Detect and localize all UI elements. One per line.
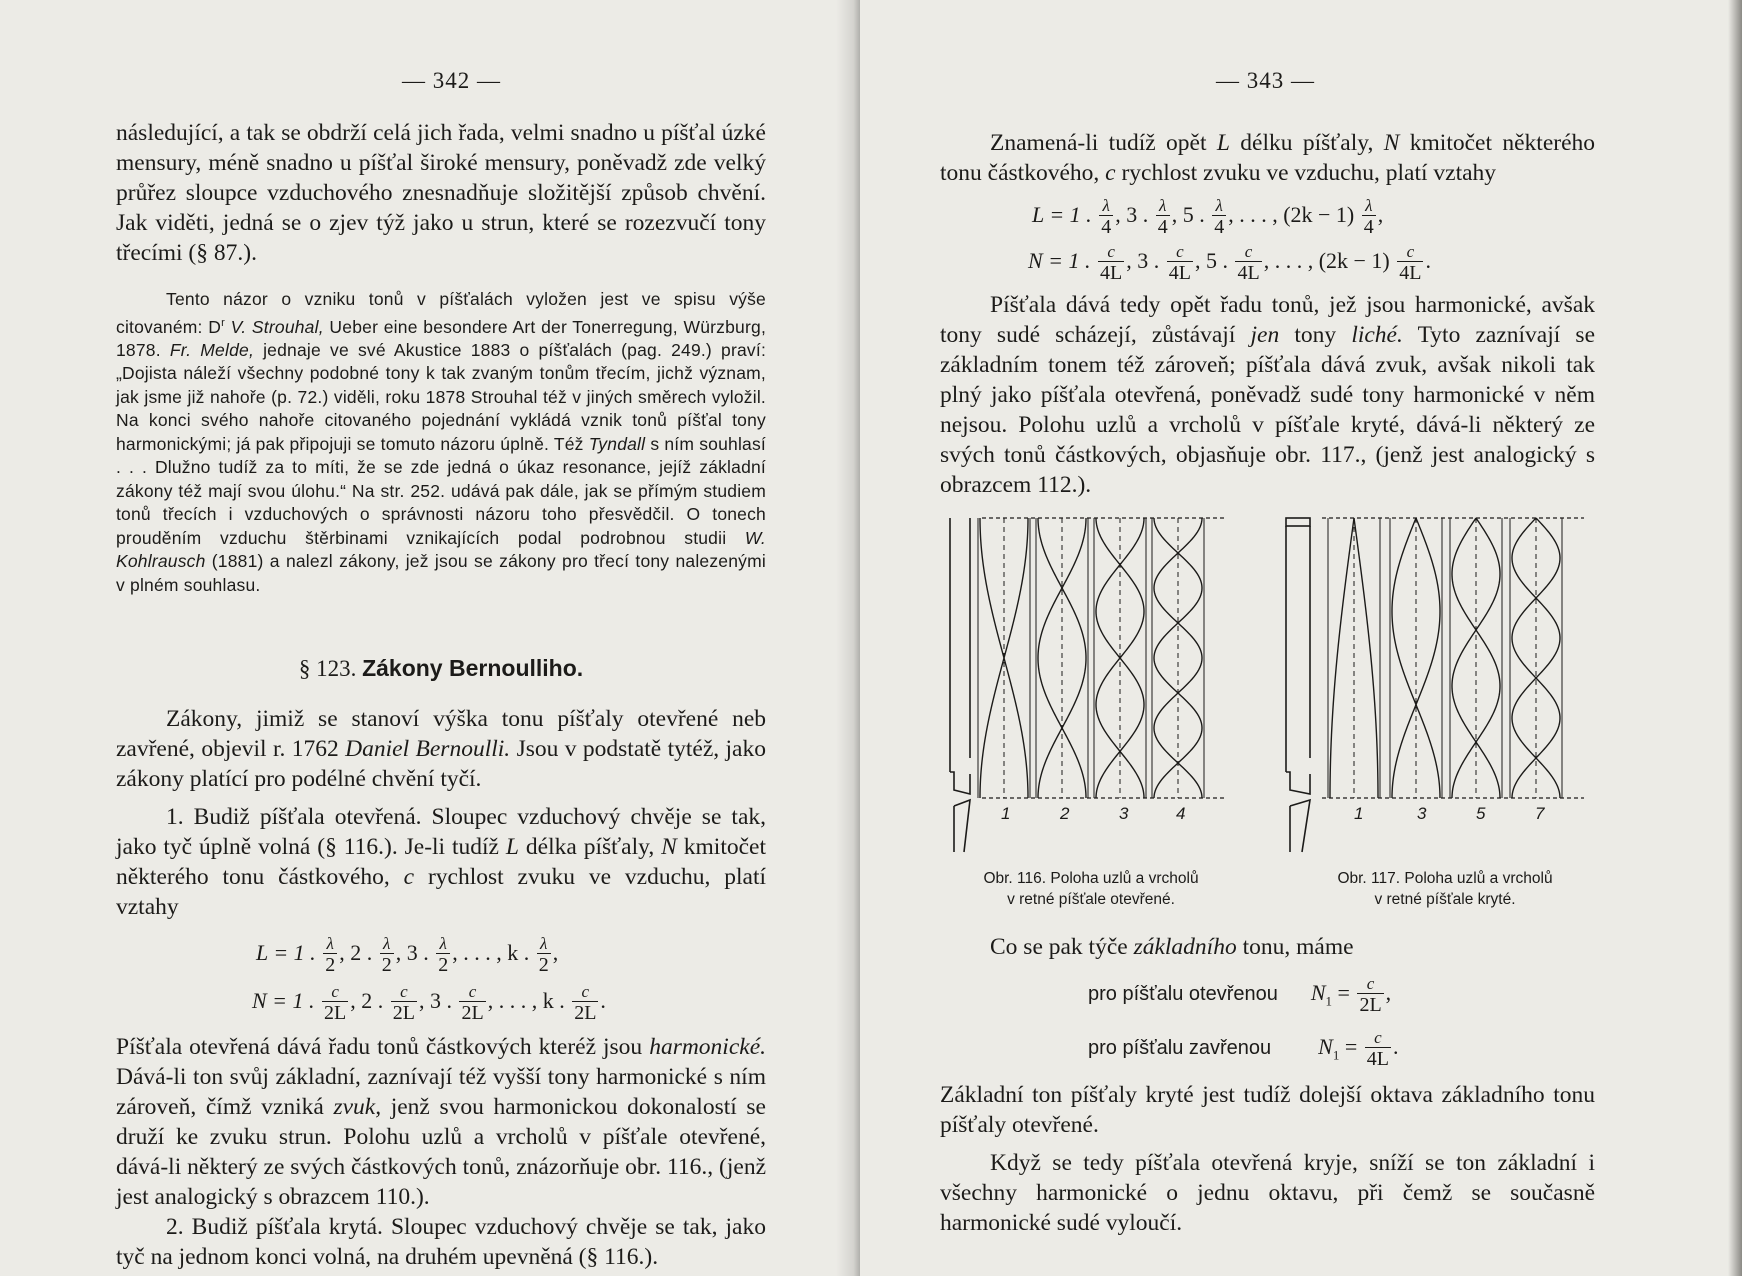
figure-116-label-1: 1 [1001, 804, 1011, 823]
paragraph: 2. Budiž píšťala krytá. Sloupec vzduchový chvěje se tak, jako tyč na jednom konci volná, na druhém upevněná (§ 116.). [116, 1214, 766, 1271]
paragraph: 1. Budiž píšťala otevřená. Sloupec vzduchový chvěje se tak, jako tyč úplně volná (§ 116.). Je-li tudíž L délka píšťaly, N kmitočet některého tonu částkového, c rychlost zvuku ve vzduchu, platí vztahy [116, 804, 767, 921]
page-number: — 343 — [1216, 68, 1315, 93]
page-number: — 342 — [402, 68, 501, 93]
paragraph: Píšťala dává tedy opět řadu tonů, jež jsou harmonické, avšak tony sudé scházejí, zůstávají jen tony liché. Tyto zaznívají se základním tonem též zároveň; píšťala dává zvuk, avšak nikoli tak plný jako píšťala otevřená, poněvadž sudé tony harmonické v něm nejsou. Polohu uzlů a vrcholů v píšťale kryté, dává-li některý ze svých tonů částkových, objasňuje obr. 117., (jenž jest analogický s obrazcem 112.). [940, 292, 1595, 498]
figure-117-caption: Obr. 117. Poloha uzlů a vrcholů v retné píšťale kryté. [1337, 870, 1553, 908]
paragraph: Znamená-li tudíž opět L délku píšťaly, N kmitočet některého tonu částkového, c rychlost zvuku ve vzduchu, platí vztahy [940, 130, 1596, 186]
figure-116-caption: Obr. 116. Poloha uzlů a vrcholů v retné píšťale otevřené. [983, 870, 1199, 908]
figure-116-open-pipe [946, 510, 1236, 860]
figure-116-label-2: 2 [1060, 804, 1070, 823]
paragraph: následující, a tak se obdrží celá jich řada, velmi snadno u píšťal úzké mensury, méně snadno u píšťal široké mensury, poněvadž zde velký průřez sloupce vzduchového znesnadňuje složitější způsob chvění. Jak viděti, jedná se o zjev týž jako u strun, které se rozezvučí tony třecími (§ 87.). [116, 120, 766, 266]
figure-116-label-4: 4 [1176, 804, 1186, 823]
figure-117-label-1: 1 [1354, 804, 1364, 823]
page-edge [1728, 0, 1742, 1276]
figure-117-label-5: 5 [1476, 804, 1486, 823]
figure-117-label-3: 3 [1417, 804, 1427, 823]
paragraph: Zákony, jimiž se stanoví výška tonu píšťaly otevřené neb zavřené, objevil r. 1762 Daniel Bernoulli. Jsou v podstatě tytéž, jako zákony platící pro podélné chvění tyčí. [116, 706, 766, 793]
formula-N-open: N = 1 . $\frac{c}{2L}$ , 2 . $\frac{c}{2L}$ , 3 . $\frac{c}{2L}$ , . . . , k . $\frac{c}{2L}$ . [252, 982, 606, 1025]
footnote-paragraph: Tento názor o vzniku tonů v píšťalách vyložen jest ve spisu výše citovaném: $D^r$ V. Strouhal, Ueber eine besondere Art der Tonerregung, Würzburg, 1878. Fr. Melde, jednaje ve své Akustice 1883 o píšťalách (pag. 249.) praví: „Dojista náleží všechny podobné tony k tak zvaným tonům třecím, jichž význam, jak jsme již nahoře (p. 72.) viděli, roku 1878 Strouhal též v jiných směrech vyložil. Na konci svého nahoře citovaného pojednání vykládá vznik tonů píšťal tony harmonickými; já pak připojuji se tomuto názoru úplně. Též Tyndall s ním souhlasí . . . Dlužno tudíž za to míti, že se zde jedná o úkaz resonance, jejíž základní zákony též mají svou úlohu.“ Na str. 252. udává pak dále, jak se přímým studiem tonů třecích i vzduchových o správnosti názoru toho přesvědčil. O tonech prouděním vzduchu štěrbinami vznikajících podal podrobnou studii W. Kohlrausch (1881) a nalezl zákony, jež jsou se zákony pro třecí tony nalezenými v plném souhlasu. [116, 289, 767, 595]
formula-L-open: L = 1 . $\frac{\lambda}{2}$ , 2 . $\frac{\lambda}{2}$ , 3 . $\frac{\lambda}{2}$ , . . . , k . $\frac{\lambda}{2}$ , [256, 934, 559, 977]
section-number: § 123. [298, 656, 357, 682]
section-heading [116, 655, 766, 682]
figure-117-label-7: 7 [1535, 804, 1545, 823]
paragraph: Co se pak týče základního tonu, máme [990, 934, 1354, 960]
right-lower-column [940, 932, 1595, 1238]
paragraph: Když se tedy píšťala otevřená kryje, sníží se ton základní i všechny harmonické o jednu oktavu, při čemž se současně harmonické sudé vyloučí. [940, 1150, 1595, 1236]
figure-117-closed-pipe [1282, 510, 1592, 860]
right-text-column [940, 128, 1595, 500]
section-title: Zákony Bernoulliho. [362, 655, 584, 682]
left-text-column [116, 118, 766, 1272]
formula-N-closed: N = 1 . $\frac{c}{4L}$ , 3 . $\frac{c}{4L}$ , 5 . $\frac{c}{4L}$ , . . . , (2k − 1) $\frac{c}{4L}$ . [1028, 242, 1431, 284]
equation-open-fundamental: pro píšťalu otevřenou $N_1$ = $\frac{c}{2L}$ , [1088, 974, 1392, 1016]
figure-116-label-3: 3 [1119, 804, 1129, 823]
paragraph: Základní ton píšťaly kryté jest tudíž dolejší oktava základního tonu píšťaly otevřené. [940, 1082, 1595, 1138]
equation-closed-fundamental: pro píšťalu zavřenou $N_1$ = $\frac{c}{4L}$ . [1088, 1028, 1399, 1070]
paragraph: Píšťala otevřená dává řadu tonů částkových kteréž jsou harmonické. Dává-li ton svůj základní, zaznívají též vyšší tony harmonické s ním zároveň, čímž vzniká zvuk, jenž svou harmonickou dokonalostí se druží ke zvuku strun. Polohu uzlů a vrcholů v píšťale otevřené, dává-li některý ze svých částkových tonů, znázorňuje obr. 116., (jenž jest analogický s obrazcem 110.). [116, 1034, 766, 1211]
formula-L-closed: L = 1 . $\frac{\lambda}{4}$ , 3 . $\frac{\lambda}{4}$ , 5 . $\frac{\lambda}{4}$ , . . . , (2k − 1) $\frac{\lambda}{4}$ , [1032, 196, 1384, 238]
left-page [0, 0, 860, 1276]
